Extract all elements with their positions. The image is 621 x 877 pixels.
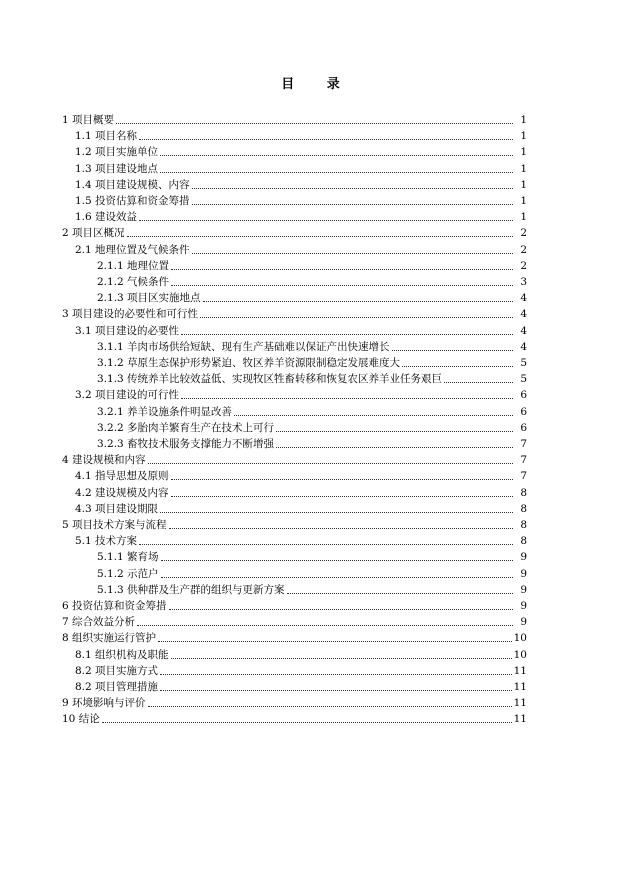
toc-entry[interactable] (97, 289, 527, 305)
toc-entry-page: 9 (520, 567, 527, 580)
toc-entry-page: 4 (520, 308, 527, 321)
toc-entry-page: 7 (520, 454, 527, 467)
toc-entry-label: 8.2 项目管理措施 (75, 681, 159, 693)
toc-leader-dots (161, 560, 513, 561)
toc-entry-label: 6 投资估算和资金筹措 (62, 600, 167, 612)
toc-title: 目 录 (281, 77, 354, 92)
toc-entry-page: 11 (513, 697, 527, 710)
toc-entry-label: 1.5 投资估算和资金筹措 (75, 195, 190, 207)
toc-leader-dots (234, 415, 513, 416)
toc-entry-page: 1 (520, 162, 527, 175)
toc-entry-label: 3.2.2 多胎肉羊繁育生产在技术上可行 (97, 421, 275, 434)
toc-entry-label: 8.2 项目实施方式 (75, 664, 159, 677)
toc-entry[interactable] (62, 597, 527, 613)
toc-leader-dots (192, 204, 513, 205)
toc-entry-label: 4.2 建设规模及内容 (75, 486, 169, 499)
toc-entry-page: 2 (520, 259, 527, 272)
toc-leader-dots (160, 172, 513, 173)
toc-entry-label: 5 项目技术方案与流程 (62, 519, 167, 531)
toc-leader-dots (169, 528, 513, 529)
toc-entry-label: 5.1.3 供种群及生产群的组织与更新方案 (97, 583, 285, 596)
toc-leader-dots (287, 593, 513, 594)
toc-entry-page: 4 (520, 292, 527, 305)
toc-entry-page: 4 (520, 324, 527, 337)
toc-entry[interactable] (75, 484, 527, 500)
toc-leader-dots (169, 609, 513, 610)
toc-entry[interactable] (75, 127, 527, 143)
toc-entry-label: 7 综合效益分析 (62, 616, 136, 629)
toc-entry[interactable] (62, 710, 527, 726)
toc-leader-dots (160, 690, 512, 691)
toc-entry-label: 1.3 项目建设地点 (75, 162, 159, 175)
toc-leader-dots (160, 512, 513, 513)
toc-entry[interactable] (62, 516, 527, 532)
toc-leader-dots (203, 301, 513, 302)
toc-entry[interactable] (97, 338, 527, 354)
toc-entry-page: 7 (520, 470, 527, 483)
toc-entry-page: 5 (520, 373, 527, 386)
toc-entry-label: 1.2 项目实施单位 (75, 146, 159, 159)
toc-entry[interactable] (75, 532, 527, 548)
toc-entry[interactable] (62, 305, 527, 321)
toc-entry-label: 2.1.1 地理位置 (97, 259, 170, 272)
toc-entry-page: 3 (520, 276, 527, 288)
toc-entry-label: 3 项目建设的必要性和可行性 (62, 308, 199, 321)
toc-entry[interactable] (62, 629, 527, 645)
toc-leader-dots (139, 220, 513, 221)
toc-entry-page: 1 (520, 211, 527, 224)
toc-entry-label: 3.1.1 羊肉市场供给短缺、现有生产基础难以保证产出快速增长 (97, 340, 390, 353)
toc-entry[interactable] (75, 322, 527, 338)
toc-entry-label: 1.4 项目建设规模、内容 (75, 178, 190, 191)
toc-entry-page: 5 (520, 357, 527, 369)
toc-leader-dots (158, 641, 512, 642)
toc-entry[interactable] (75, 646, 527, 662)
toc-entry-label: 4 建设规模和内容 (62, 454, 146, 467)
toc-entry[interactable] (97, 419, 527, 435)
toc-entry[interactable] (97, 403, 527, 419)
toc-entry-label: 9 环境影响与评价 (62, 697, 146, 710)
toc-entry[interactable] (75, 143, 527, 159)
toc-entry-label: 5.1.1 繁育场 (97, 551, 159, 564)
toc-entry-page: 9 (520, 583, 527, 596)
toc-entry-label: 5.1 技术方案 (75, 535, 138, 548)
toc-leader-dots (192, 253, 513, 254)
toc-entry-label: 1 项目概要 (62, 114, 115, 126)
toc-leader-dots (181, 334, 513, 335)
toc-entry[interactable] (97, 581, 527, 597)
toc-entry-page: 8 (520, 519, 527, 531)
toc-entry-label: 2 项目区概况 (62, 227, 125, 240)
toc-entry[interactable] (75, 678, 527, 694)
toc-leader-dots (171, 658, 512, 659)
toc-entry-label: 3.1.3 传统养羊比较效益低、实现牧区牲畜转移和恢复农区养羊业任务艰巨 (97, 373, 443, 386)
toc-entry[interactable] (97, 257, 527, 273)
toc-leader-dots (171, 285, 513, 286)
toc-entry-page: 1 (520, 195, 527, 207)
toc-entry[interactable] (97, 548, 527, 564)
toc-entry-page: 6 (520, 389, 527, 402)
toc-leader-dots (392, 350, 513, 351)
toc-entry[interactable] (62, 111, 527, 127)
toc-entry-page: 11 (513, 681, 527, 693)
toc-entry-label: 4.1 指导思想及原则 (75, 470, 169, 483)
toc-leader-dots (171, 479, 513, 480)
toc-entry-label: 3.2.1 养羊设施条件明显改善 (97, 405, 233, 418)
toc-entry-page: 1 (520, 178, 527, 191)
toc-leader-dots (139, 139, 513, 140)
toc-entry[interactable] (75, 662, 527, 678)
toc-leader-dots (160, 155, 513, 156)
toc-entry[interactable] (97, 565, 527, 581)
toc-leader-dots (171, 496, 513, 497)
toc-entry-page: 9 (520, 551, 527, 564)
toc-entry-page: 7 (520, 438, 527, 450)
toc-leader-dots (402, 366, 513, 367)
toc-leader-dots (116, 123, 513, 124)
toc-entry-label: 1.6 建设效益 (75, 211, 138, 224)
toc-entry-label: 1.1 项目名称 (75, 130, 138, 143)
toc-entry-label: 2.1 地理位置及气候条件 (75, 243, 190, 256)
toc-leader-dots (181, 398, 513, 399)
toc-entry-page: 10 (513, 632, 527, 645)
toc-entry[interactable] (62, 451, 527, 467)
toc-leader-dots (444, 382, 513, 383)
toc-leader-dots (276, 447, 513, 448)
toc-entry-page: 10 (513, 648, 527, 661)
toc-leader-dots (137, 625, 513, 626)
toc-entry-page: 2 (520, 227, 527, 240)
toc-entry[interactable] (75, 500, 527, 516)
toc-leader-dots (139, 544, 513, 545)
toc-entry-page: 1 (520, 114, 527, 126)
toc-leader-dots (276, 431, 513, 432)
toc-entry[interactable] (97, 354, 527, 370)
toc-entry-page: 4 (520, 340, 527, 353)
toc-entry-label: 2.1.3 项目区实施地点 (97, 292, 201, 305)
toc-entry[interactable] (75, 160, 527, 176)
toc-leader-dots (148, 706, 512, 707)
toc-entry-page: 9 (520, 600, 527, 612)
toc-leader-dots (148, 463, 513, 464)
toc-entry[interactable] (75, 467, 527, 483)
toc-leader-dots (200, 317, 513, 318)
toc-entry-label: 4.3 项目建设期限 (75, 502, 159, 515)
toc-entry-page: 8 (520, 535, 527, 548)
toc-entry-label: 5.1.2 示范户 (97, 567, 159, 580)
toc-entry-page: 2 (520, 243, 527, 256)
toc-entry-page: 1 (520, 130, 527, 143)
toc-leader-dots (161, 577, 513, 578)
toc-entry-label: 8 组织实施运行管护 (62, 632, 157, 645)
toc-entry-label: 10 结论 (62, 713, 100, 726)
toc-leader-dots (102, 722, 512, 723)
toc-entry[interactable] (97, 273, 527, 289)
toc-entry-label: 3.2.3 畜牧技术服务支撑能力不断增强 (97, 438, 275, 450)
toc-entry-label: 3.1 项目建设的必要性 (75, 324, 180, 337)
toc-entry-label: 2.1.2 气候条件 (97, 276, 170, 288)
toc-entry-page: 8 (520, 502, 527, 515)
toc-leader-dots (192, 188, 513, 189)
toc-entry-page: 1 (520, 146, 527, 159)
toc-entry-page: 6 (520, 405, 527, 418)
toc-entry-page: 8 (520, 486, 527, 499)
toc-entry-page: 9 (520, 616, 527, 629)
toc-entry[interactable] (75, 386, 527, 402)
toc-entry-page: 6 (520, 421, 527, 434)
toc-entry[interactable] (97, 370, 527, 386)
toc-entry[interactable] (62, 694, 527, 710)
toc-entry[interactable] (75, 241, 527, 257)
toc-entry-page: 11 (513, 713, 527, 726)
toc-entry[interactable] (75, 176, 527, 192)
toc-entry[interactable] (97, 435, 527, 451)
toc-leader-dots (127, 236, 513, 237)
toc-entry[interactable] (75, 192, 527, 208)
toc-entry[interactable] (62, 613, 527, 629)
toc-leader-dots (160, 674, 512, 675)
toc-entry[interactable] (62, 224, 527, 240)
toc-entry-label: 3.2 项目建设的可行性 (75, 389, 180, 402)
toc-leader-dots (171, 269, 513, 270)
toc-entry-label: 3.1.2 草原生态保护形势紧迫、牧区养羊资源限制稳定发展难度大 (97, 357, 401, 369)
toc-entry[interactable] (75, 208, 527, 224)
toc-entry-label: 8.1 组织机构及职能 (75, 648, 169, 661)
toc-entry-page: 11 (513, 664, 527, 677)
